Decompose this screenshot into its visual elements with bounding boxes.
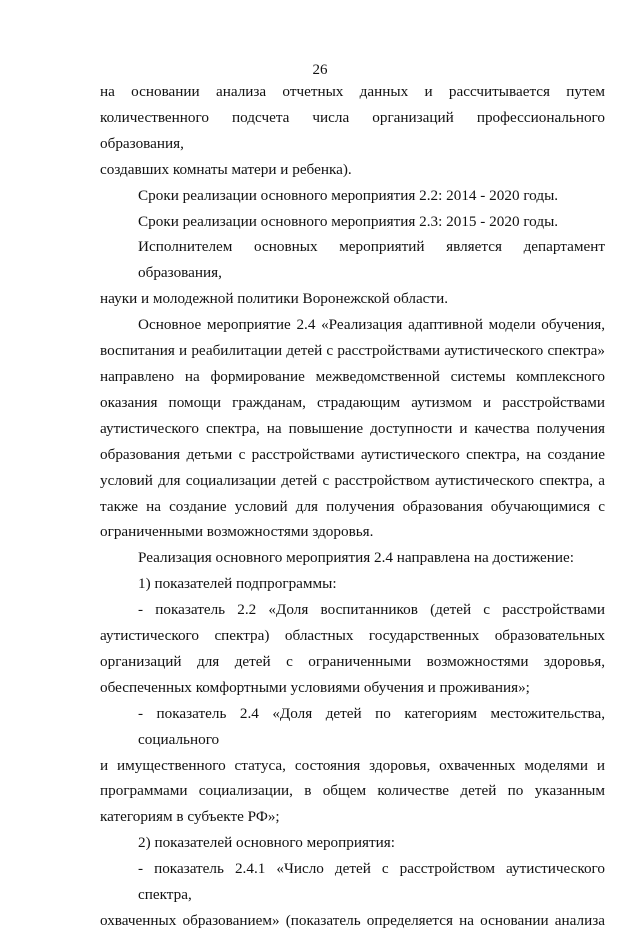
text-line: оказания помощи гражданам, страдающим аутизмом и расстройствами xyxy=(100,393,605,411)
text-line: направлено на формирование межведомственной системы комплексного xyxy=(100,367,605,385)
text-line: Сроки реализации основного мероприятия 2.3: 2015 - 2020 годы. xyxy=(138,212,559,230)
text-line: 2) показателей основного мероприятия: xyxy=(138,834,395,852)
page-number: 26 xyxy=(312,62,328,78)
text-line: создавших комнаты матери и ребенка). xyxy=(100,160,352,178)
text-line: условий для социализации детей с расстройством аутистического спектра, а xyxy=(100,471,605,489)
text-line: на основании анализа отчетных данных и рассчитывается путем xyxy=(100,83,605,100)
text-line: Основное мероприятие 2.4 «Реализация адаптивной модели обучения, xyxy=(138,316,605,334)
text-line: обеспеченных комфортными условиями обучения и проживания»; xyxy=(100,678,530,696)
text-line: количественного подсчета числа организаций профессионального образования, xyxy=(100,108,605,152)
text-line: охваченных образованием» (показатель определяется на основании анализа xyxy=(100,912,605,929)
text-line: образования детьми с расстройствами аутистического спектра, на создание xyxy=(100,445,605,463)
text-line: науки и молодежной политики Воронежской области. xyxy=(100,290,448,308)
text-line: - показатель 2.4 «Доля детей по категориям местожительства, социального xyxy=(138,704,605,748)
text-line: аутистического спектра, на повышение доступности и качества получения xyxy=(100,419,605,437)
text-line: 1) показателей подпрограммы: xyxy=(138,575,337,593)
text-line: и имущественного статуса, состояния здоровья, охваченных моделями и xyxy=(100,756,605,774)
body-text xyxy=(100,79,605,934)
text-line: ограниченными возможностями здоровья. xyxy=(100,523,374,541)
text-line: Сроки реализации основного мероприятия 2.2: 2014 - 2020 годы. xyxy=(138,186,559,204)
text-line: категориям в субъекте РФ»; xyxy=(100,808,280,826)
text-line: - показатель 2.2 «Доля воспитанников (детей с расстройствами xyxy=(138,601,605,619)
text-line: программами социализации, в общем количестве детей по указанным xyxy=(100,782,605,800)
text-line: воспитания и реабилитации детей с расстройствами аутистического спектра» xyxy=(100,342,605,360)
text-line: Исполнителем основных мероприятий является департамент образования, xyxy=(138,238,605,282)
text-line: организаций для детей с ограниченными возможностями здоровья, xyxy=(100,652,605,670)
text-line: Реализация основного мероприятия 2.4 направлена на достижение: xyxy=(138,549,575,567)
text-line: аутистического спектра) областных государственных образовательных xyxy=(100,627,605,645)
text-line: - показатель 2.4.1 «Число детей с расстройством аутистического спектра, xyxy=(138,860,605,904)
text-line: также на создание условий для получения образования обучающимися с xyxy=(100,497,605,515)
